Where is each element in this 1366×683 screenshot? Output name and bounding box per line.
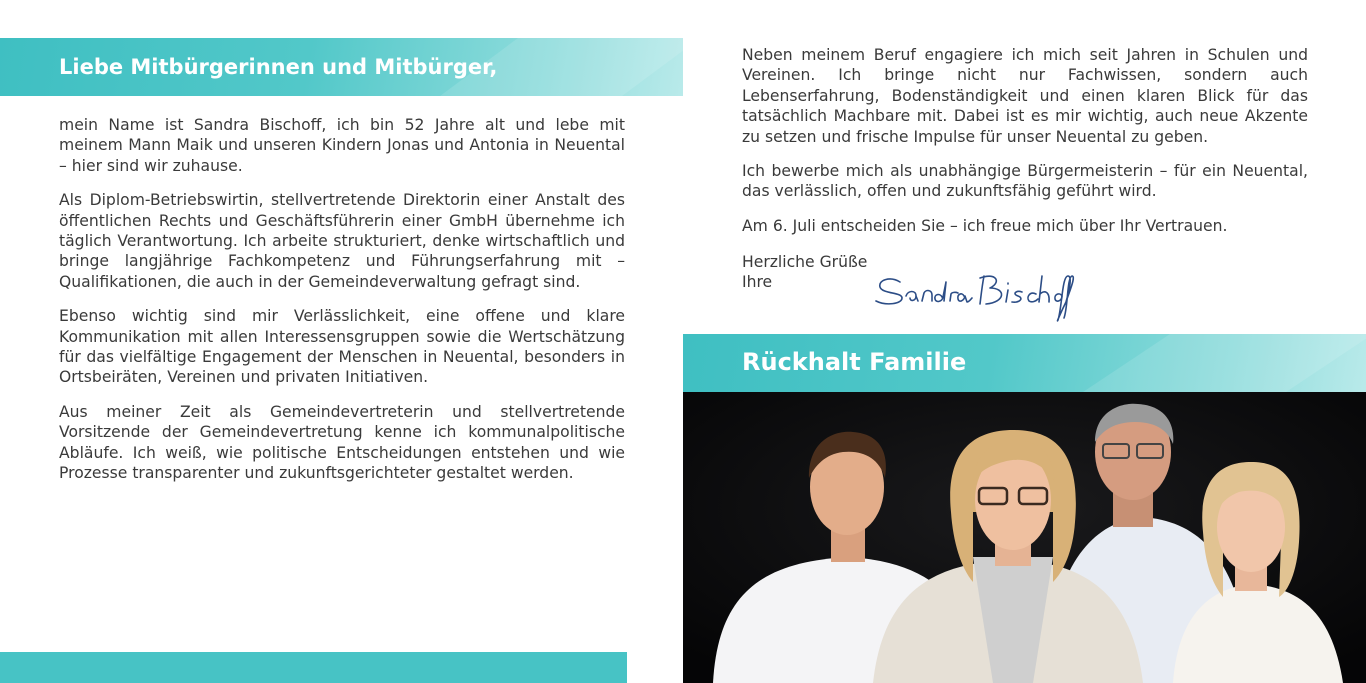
paragraph-values: Ebenso wichtig sind mir Verlässlichkeit, eine offene und klare Kommunikation mit allen Interessensgruppen sowie die Wertschätzung für das vielfältige Engagement der Menschen in Neuental, besonders in Ortsbeiräten, Vereinen und privaten Initiativen. (59, 307, 625, 387)
paragraph-intro: mein Name ist Sandra Bischoff, ich bin 52 Jahre alt und lebe mit meinem Mann Maik und unseren Kindern Jonas und Antonia in Neuental – hier sind wir zuhause. (59, 116, 625, 175)
paragraph-election-day: Am 6. Juli entscheiden Sie – ich freue mich über Ihr Vertrauen. (742, 216, 1228, 235)
closing: Ihre (742, 273, 773, 292)
right-text-column (742, 45, 1308, 250)
greeting-block (742, 252, 867, 293)
bottom-accent-bar (0, 652, 627, 683)
family-heading: Rückhalt Familie (742, 348, 967, 376)
left-text-column (59, 115, 625, 498)
paragraph-experience: Aus meiner Zeit als Gemeindevertreterin und stellvertretende Vorsitzende der Gemeindevertretung kenne ich kommunalpolitische Abläufe. Ich weiß, wie politische Entscheidungen entstehen und wie Prozesse transparenter und zukunftsgerichteter gestaltet werden. (59, 402, 625, 483)
paragraph-engagement: Neben meinem Beruf engagiere ich mich seit Jahren in Schulen und Vereinen. Ich bringe nicht nur Fachwissen, sondern auch Lebenserfahrung, Bodenständigkeit und einen klaren Blick für das tatsächlich Machbare mit. Dabei ist es mir wichtig, auch neue Akzente zu setzen und frische Impulse für unser Neuental zu geben. (742, 46, 1308, 146)
paragraph-candidacy: Ich bewerbe mich als unabhängige Bürgermeisterin – für ein Neuental, das verlässlich, offen und zukunftsfähig geführt wird. (742, 162, 1308, 201)
paragraph-career: Als Diplom-Betriebswirtin, stellvertretende Direktorin einer Anstalt des öffentlichen Rechts und Geschäftsführerin einer GmbH übernehme ich täglich Verantwortung. Ich arbeite strukturiert, denke wirtschaftlich und bringe langjährige Fachkompetenz und Führungserfahrung mit – Qualifikationen, die auch in der Gemeindeverwaltung gefragt sind. (59, 191, 625, 291)
greeting: Herzliche Grüße (742, 253, 868, 271)
family-photo-illustration (683, 392, 1366, 683)
left-heading: Liebe Mitbürgerinnen und Mitbürger, (59, 55, 498, 79)
family-photo (683, 392, 1366, 683)
family-header-band (683, 334, 1366, 392)
signature-image (872, 268, 1077, 326)
left-header-band (0, 38, 683, 96)
band-decoration (1083, 334, 1366, 392)
